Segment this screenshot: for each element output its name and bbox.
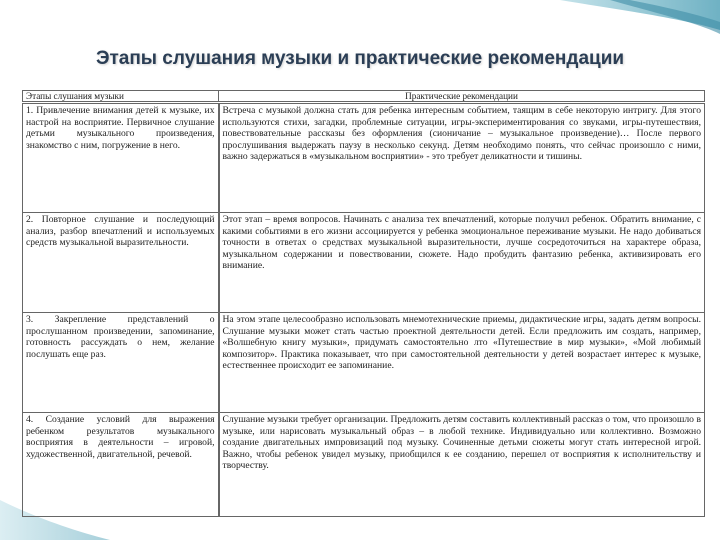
table-header-row [23, 91, 705, 103]
header-recommendations: Практические рекомендации [219, 91, 705, 103]
advice-cell: Этот этап – время вопросов. Начинать с анализа тех впечатлений, которые получил ребенок. Обратить внимание, с какими событиями в его жизни ассоциируется у ребенка эмоциональное переживание музыки. Не надо добиваться точности в ответах о средствах музыкальной выразительности, лучше сосредоточиться на характере образа, музыкальном содержании и повествовании, сюжете. Надо пробудить фантазию ребенка, активизировать его внимание. [219, 213, 705, 313]
recommendations-table [22, 90, 705, 517]
advice-cell: Встреча с музыкой должна стать для ребенка интересным событием, таящим в себе некоторую интригу. Для этого используются стихи, загадки, проблемные ситуации, игры-экспериментирования со звуками, игры-путешествия, повествовательные рассказы без оформления (сионичание – музыкальное произведение)… После первого прослушивания выдержать паузу в несколько секунд. Детям необходимо понять, что сейчас произошло с ними, важно задержаться в «музыкальном восприятии» - это требует деликатности и тишины. [219, 103, 705, 213]
table-row [23, 413, 705, 517]
table-row [23, 213, 705, 313]
advice-cell: Слушание музыки требует организации. Предложить детям составить коллективный рассказ о том, что произошло в музыке, или нарисовать музыкальный образ – в любой технике. Индивидуально или коллективно. Возможно создание двигательных импровизаций под музыку. Сочиненные детьми сюжеты могут стать интересной игрой. Важно, чтобы ребенок увидел музыку, приобщился к ее созданию, перешел от восприятия к исполнительству и творчеству. [219, 413, 705, 517]
page-title: Этапы слушания музыки и практические рекомендации [95, 48, 625, 69]
table-row [23, 103, 705, 213]
advice-cell: На этом этапе целесообразно использовать мнемотехнические приемы, дидактические игры, задать детям вопросы. Слушание музыки может стать частью проектной деятельности детей. Если предложить им создать, например, «Волшебную книгу музыки», придумать самостоятельно лто «Путешествие в мир музыки», «Мой любимый композитор». Практика показывает, что при самостоятельной деятельности у детей возрастает интерес к музыке, естественнее происходит ее запоминание. [219, 313, 705, 413]
header-stages: Этапы слушания музыки [23, 91, 219, 103]
stage-cell: 4. Создание условий для выражения ребенком результатов музыкального восприятия в деятельности – игровой, художественной, двигательной, речевой. [23, 413, 219, 517]
table-row [23, 313, 705, 413]
stage-cell: 1. Привлечение внимания детей к музыке, их настрой на восприятие. Первичное слушание детьми музыкального произведения, знакомство с ним, погружение в него. [23, 103, 219, 213]
stage-cell: 2. Повторное слушание и последующий анализ, разбор впечатлений и используемых средств музыкальной выразительности. [23, 213, 219, 313]
stage-cell: 3. Закрепление представлений о прослушанном произведении, запоминание, готовность рассуждать о нем, желание послушать еще раз. [23, 313, 219, 413]
